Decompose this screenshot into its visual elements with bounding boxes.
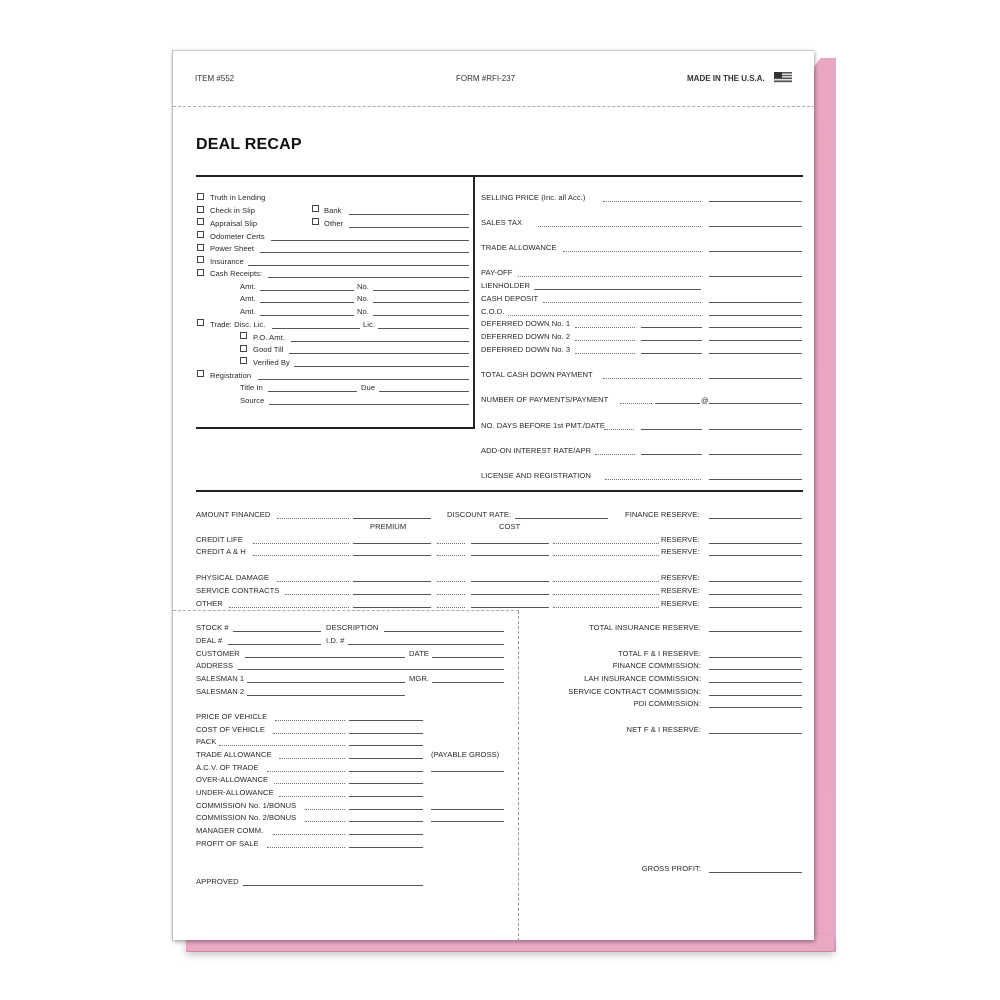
title-in-field[interactable]: [268, 391, 357, 392]
manager-comm-field[interactable]: [349, 834, 423, 835]
leader-dots: [603, 201, 701, 202]
leader-dots: [575, 353, 635, 354]
source-field[interactable]: [269, 404, 469, 405]
label-service-contracts: SERVICE CONTRACTS: [196, 586, 280, 595]
lah-insurance-commission-field[interactable]: [709, 682, 802, 683]
label-pack: PACK: [196, 737, 217, 746]
label-good-till: Good Till: [253, 345, 284, 354]
label-bank: Bank: [324, 206, 342, 215]
over-allowance-field[interactable]: [349, 783, 423, 784]
leader-dots: [437, 594, 465, 595]
total-insurance-reserve-field[interactable]: [709, 631, 802, 632]
checkbox-power-sheet[interactable]: [197, 244, 204, 251]
under-allowance-field[interactable]: [349, 796, 423, 797]
label-reserve: RESERVE:: [661, 599, 700, 608]
checkbox-odometer-certs[interactable]: [197, 231, 204, 238]
service-contracts-premium-field[interactable]: [353, 594, 431, 595]
credit-ah-reserve-field[interactable]: [709, 555, 802, 556]
id-field[interactable]: [348, 644, 504, 645]
label-address: ADDRESS: [196, 661, 234, 670]
leader-dots: [553, 581, 659, 582]
other-reserve-field[interactable]: [709, 607, 802, 608]
description-field[interactable]: [384, 631, 504, 632]
leader-dots: [285, 594, 349, 595]
apr-field[interactable]: [709, 454, 802, 455]
label-amount-financed: AMOUNT FINANCED: [196, 510, 271, 519]
label-salesman-2: SALESMAN 2: [196, 687, 245, 696]
label-reserve: RESERVE:: [661, 586, 700, 595]
leader-dots: [603, 378, 701, 379]
label-pdi-commission: PDI COMMISSION:: [633, 699, 701, 708]
label-over-allowance: OVER-ALLOWANCE: [196, 775, 269, 784]
commission-1-bonus-field[interactable]: [431, 809, 504, 810]
pay-off-field[interactable]: [709, 276, 802, 277]
label-trade-allowance: TRADE ALLOWANCE: [481, 243, 557, 252]
leader-dots: [267, 771, 345, 772]
label-acv-of-trade: A.C.V. OF TRADE: [196, 763, 259, 772]
leader-dots: [575, 340, 635, 341]
label-total-insurance-reserve: TOTAL INSURANCE RESERVE:: [589, 623, 701, 632]
good-till-field[interactable]: [289, 353, 469, 354]
leader-dots: [553, 607, 659, 608]
leader-dots: [563, 251, 701, 252]
label-credit-ah: CREDIT A & H: [196, 547, 246, 556]
leader-dots: [279, 758, 345, 759]
deferred-1-amount-field[interactable]: [709, 327, 802, 328]
label-reserve: RESERVE:: [661, 535, 700, 544]
cod-field[interactable]: [709, 315, 802, 316]
label-salesman-1: SALESMAN 1: [196, 674, 245, 683]
deferred-3-date-field[interactable]: [641, 353, 702, 354]
label-insurance: Insurance: [210, 257, 244, 266]
leader-dots: [277, 518, 349, 519]
payable-gross-field[interactable]: [431, 771, 504, 772]
leader-dots: [437, 607, 465, 608]
pack-field[interactable]: [349, 745, 423, 746]
leader-dots: [273, 834, 345, 835]
label-cost-of-vehicle: COST OF VEHICLE: [196, 725, 265, 734]
label-no-3: No.: [357, 307, 369, 316]
divider-top: [196, 175, 803, 177]
label-no-1: No.: [357, 282, 369, 291]
label-manager-comm: MANAGER COMM.: [196, 826, 264, 835]
leader-dots: [605, 479, 701, 480]
profit-of-sale-field[interactable]: [349, 847, 423, 848]
lic-field[interactable]: [378, 328, 469, 329]
label-finance-reserve: FINANCE RESERVE:: [625, 510, 700, 519]
label-service-contract-commission: SERVICE CONTRACT COMMISSION:: [568, 687, 701, 696]
leader-dots: [543, 302, 701, 303]
checkbox-check-in-slip[interactable]: [197, 206, 204, 213]
checkbox-po-amt[interactable]: [240, 332, 247, 339]
form-number: FORM #RFI-237: [456, 74, 516, 83]
column-header-cost: COST: [499, 522, 521, 531]
no-3-field[interactable]: [373, 315, 469, 316]
label-cash-deposit: CASH DEPOSIT: [481, 294, 539, 303]
approved-signature-field[interactable]: [243, 885, 423, 886]
leader-dots: [538, 226, 701, 227]
page-title: DEAL RECAP: [196, 136, 302, 153]
odometer-certs-field[interactable]: [271, 240, 469, 241]
leader-dots: [437, 581, 465, 582]
other-field[interactable]: [349, 227, 469, 228]
divider-middle: [196, 490, 803, 492]
label-mgr: MGR.: [409, 674, 430, 683]
power-sheet-field[interactable]: [260, 252, 469, 253]
customer-field[interactable]: [245, 657, 405, 658]
address-field[interactable]: [238, 669, 504, 670]
label-finance-commission: FINANCE COMMISSION:: [612, 661, 701, 670]
pdi-commission-field[interactable]: [709, 707, 802, 708]
label-num-payments: NUMBER OF PAYMENTS/PAYMENT: [481, 395, 609, 404]
leader-dots: [219, 745, 345, 746]
leader-dots: [229, 607, 349, 608]
label-deal: DEAL #: [196, 636, 223, 645]
label-total-fi-reserve: TOTAL F & I RESERVE:: [617, 649, 701, 658]
label-total-cash-down: TOTAL CASH DOWN PAYMENT: [481, 370, 593, 379]
label-profit-of-sale: PROFIT OF SALE: [196, 839, 259, 848]
label-net-fi-reserve: NET F & I RESERVE:: [626, 725, 701, 734]
acv-of-trade-field[interactable]: [349, 771, 423, 772]
stock-field[interactable]: [233, 631, 321, 632]
deal-field[interactable]: [228, 644, 321, 645]
date-field[interactable]: [432, 657, 504, 658]
divider-vertical: [473, 175, 475, 428]
leader-dots: [553, 555, 659, 556]
deferred-3-amount-field[interactable]: [709, 353, 802, 354]
label-truth-in-lending: Truth in Lending: [210, 193, 266, 202]
label-payable-gross: (PAYABLE GROSS): [431, 750, 500, 759]
tear-line-vertical: [518, 611, 519, 941]
perforation-line: [173, 106, 815, 107]
deal-recap-form: [172, 50, 814, 940]
label-power-sheet: Power Sheet: [210, 244, 255, 253]
label-deferred-1: DEFERRED DOWN No. 1: [481, 319, 571, 328]
label-date: DATE: [409, 649, 429, 658]
leader-dots: [267, 847, 345, 848]
label-price-of-vehicle: PRICE OF VEHICLE: [196, 712, 268, 721]
leader-dots: [305, 821, 345, 822]
insurance-field[interactable]: [248, 265, 469, 266]
deferred-2-date-field[interactable]: [641, 340, 702, 341]
label-gross-profit: GROSS PROFIT:: [641, 864, 701, 873]
no-1-field[interactable]: [373, 290, 469, 291]
amt-2-field[interactable]: [260, 302, 354, 303]
label-stock: STOCK #: [196, 623, 229, 632]
label-commission-2: COMMISSION No. 2/BONUS: [196, 813, 297, 822]
label-under-allowance: UNDER-ALLOWANCE: [196, 788, 274, 797]
cost-of-vehicle-field[interactable]: [349, 733, 423, 734]
label-due: Due: [361, 383, 376, 392]
amt-1-field[interactable]: [260, 290, 354, 291]
checkbox-appraisal-slip[interactable]: [197, 218, 204, 225]
commission-1-field[interactable]: [349, 809, 423, 810]
label-id: I.D. #: [326, 636, 345, 645]
checkbox-registration[interactable]: [197, 370, 204, 377]
label-credit-life: CREDIT LIFE: [196, 535, 243, 544]
checkbox-truth-in-lending[interactable]: [197, 193, 204, 200]
label-discount-rate: DISCOUNT RATE:: [447, 510, 512, 519]
leader-dots: [253, 543, 349, 544]
leader-dots: [273, 733, 345, 734]
label-selling-price: SELLING PRICE (Inc. all Acc.): [481, 193, 586, 202]
us-flag-icon: [774, 72, 792, 83]
checkbox-bank[interactable]: [312, 205, 319, 212]
amount-financed-field[interactable]: [353, 518, 431, 519]
label-trade-allowance-gross: TRADE ALLOWANCE: [196, 750, 272, 759]
label-amt-2: Amt.: [240, 294, 256, 303]
label-reserve: RESERVE:: [661, 547, 700, 556]
label-description: DESCRIPTION: [326, 623, 379, 632]
finance-reserve-field[interactable]: [709, 518, 802, 519]
leader-dots: [553, 594, 659, 595]
physical-damage-cost-field[interactable]: [471, 581, 549, 582]
service-contracts-reserve-field[interactable]: [709, 594, 802, 595]
made-in-usa: MADE IN THE U.S.A.: [687, 74, 765, 83]
checkbox-cash-receipts[interactable]: [197, 269, 204, 276]
label-pay-off: PAY-OFF: [481, 268, 513, 277]
label-amt-3: Amt.: [240, 307, 256, 316]
total-fi-reserve-field[interactable]: [709, 657, 802, 658]
leader-dots: [508, 315, 701, 316]
column-header-premium: PREMIUM: [370, 522, 407, 531]
label-other-insurance: OTHER: [196, 599, 223, 608]
label-deferred-3: DEFERRED DOWN No. 3: [481, 345, 571, 354]
checklist-box-bottom: [196, 427, 475, 429]
leader-dots: [437, 555, 465, 556]
salesman-2-field[interactable]: [247, 695, 405, 696]
lienholder-field[interactable]: [534, 289, 701, 290]
deferred-1-date-field[interactable]: [641, 327, 702, 328]
checkbox-verified-by[interactable]: [240, 357, 247, 364]
checkbox-good-till[interactable]: [240, 345, 247, 352]
bank-field[interactable]: [349, 214, 469, 215]
commission-2-bonus-field[interactable]: [431, 821, 504, 822]
physical-damage-premium-field[interactable]: [353, 581, 431, 582]
label-physical-damage: PHYSICAL DAMAGE: [196, 573, 270, 582]
label-days-before: NO. DAYS BEFORE 1st PMT./DATE: [481, 421, 605, 430]
discount-rate-field[interactable]: [515, 518, 608, 519]
label-sales-tax: SALES TAX: [481, 218, 523, 227]
label-lic: Lic.: [363, 320, 376, 329]
tear-line-horizontal: [173, 610, 519, 611]
leader-dots: [437, 543, 465, 544]
due-field[interactable]: [379, 391, 469, 392]
payment-amount-field[interactable]: [709, 403, 802, 404]
label-trade-disc-lic: Trade: Disc. Lic.: [210, 320, 266, 329]
cash-receipts-field[interactable]: [268, 277, 469, 278]
label-verified-by: Verified By: [253, 358, 290, 367]
checkbox-other[interactable]: [312, 218, 319, 225]
sales-tax-field[interactable]: [709, 226, 802, 227]
label-lah-insurance-commission: LAH INSURANCE COMMISSION:: [584, 674, 701, 683]
leader-dots: [595, 454, 635, 455]
price-of-vehicle-field[interactable]: [349, 720, 423, 721]
label-cod: C.O.D.: [481, 307, 505, 316]
addon-rate-field[interactable]: [641, 454, 702, 455]
cash-deposit-field[interactable]: [709, 302, 802, 303]
selling-price-field[interactable]: [709, 201, 802, 202]
label-appraisal-slip: Appraisal Slip: [210, 219, 258, 228]
label-po-amt: P.O. Amt.: [253, 333, 285, 342]
credit-ah-cost-field[interactable]: [471, 555, 549, 556]
label-license-registration: LICENSE AND REGISTRATION: [481, 471, 591, 480]
leader-dots: [305, 809, 345, 810]
label-source: Source: [240, 396, 265, 405]
mgr-field[interactable]: [432, 682, 504, 683]
other-cost-field[interactable]: [471, 607, 549, 608]
label-title-in: Title In: [240, 383, 263, 392]
credit-ah-premium-field[interactable]: [353, 555, 431, 556]
total-cash-down-field[interactable]: [709, 378, 802, 379]
leader-dots: [553, 543, 659, 544]
salesman-1-field[interactable]: [247, 682, 405, 683]
label-odometer-certs: Odometer Certs: [210, 232, 265, 241]
label-cash-receipts: Cash Receipts:: [210, 269, 263, 278]
no-2-field[interactable]: [373, 302, 469, 303]
label-deferred-2: DEFERRED DOWN No. 2: [481, 332, 571, 341]
leader-dots: [275, 720, 345, 721]
leader-dots: [518, 276, 701, 277]
item-number: ITEM #552: [195, 74, 235, 83]
po-amt-field[interactable]: [291, 341, 469, 342]
label-commission-1: COMMISSION No. 1/BONUS: [196, 801, 297, 810]
trade-allowance-gross-field[interactable]: [349, 758, 423, 759]
days-before-field[interactable]: [641, 429, 702, 430]
label-amt-1: Amt.: [240, 282, 256, 291]
other-premium-field[interactable]: [353, 607, 431, 608]
label-approved: APPROVED: [196, 877, 239, 886]
gross-profit-field[interactable]: [709, 872, 802, 873]
leader-dots: [277, 581, 349, 582]
label-addon-rate: ADD-ON INTEREST RATE/APR: [481, 446, 592, 455]
amt-3-field[interactable]: [260, 315, 354, 316]
label-other: Other: [324, 219, 344, 228]
credit-life-premium-field[interactable]: [353, 543, 431, 544]
leader-dots: [253, 555, 349, 556]
leader-dots: [620, 403, 652, 404]
deferred-2-amount-field[interactable]: [709, 340, 802, 341]
commission-2-field[interactable]: [349, 821, 423, 822]
num-payments-field[interactable]: [655, 403, 700, 404]
leader-dots: [279, 796, 345, 797]
service-contract-commission-field[interactable]: [709, 695, 802, 696]
credit-life-reserve-field[interactable]: [709, 543, 802, 544]
label-registration: Registration: [210, 371, 252, 380]
service-contracts-cost-field[interactable]: [471, 594, 549, 595]
label-no-2: No.: [357, 294, 369, 303]
leader-dots: [604, 429, 634, 430]
trade-allowance-field[interactable]: [709, 251, 802, 252]
checkbox-trade-disc-lic[interactable]: [197, 319, 204, 326]
label-lienholder: LIENHOLDER: [481, 281, 531, 290]
leader-dots: [274, 783, 345, 784]
credit-life-cost-field[interactable]: [471, 543, 549, 544]
verified-by-field[interactable]: [294, 366, 469, 367]
label-customer: CUSTOMER: [196, 649, 240, 658]
checkbox-insurance[interactable]: [197, 256, 204, 263]
net-fi-reserve-field[interactable]: [709, 733, 802, 734]
at-symbol: @: [701, 396, 709, 405]
registration-field[interactable]: [258, 379, 469, 380]
label-reserve: RESERVE:: [661, 573, 700, 582]
label-check-in-slip: Check in Slip: [210, 206, 255, 215]
physical-damage-reserve-field[interactable]: [709, 581, 802, 582]
disc-lic-field[interactable]: [272, 328, 360, 329]
license-registration-field[interactable]: [709, 479, 802, 480]
leader-dots: [575, 327, 635, 328]
finance-commission-field[interactable]: [709, 669, 802, 670]
first-payment-date-field[interactable]: [709, 429, 802, 430]
